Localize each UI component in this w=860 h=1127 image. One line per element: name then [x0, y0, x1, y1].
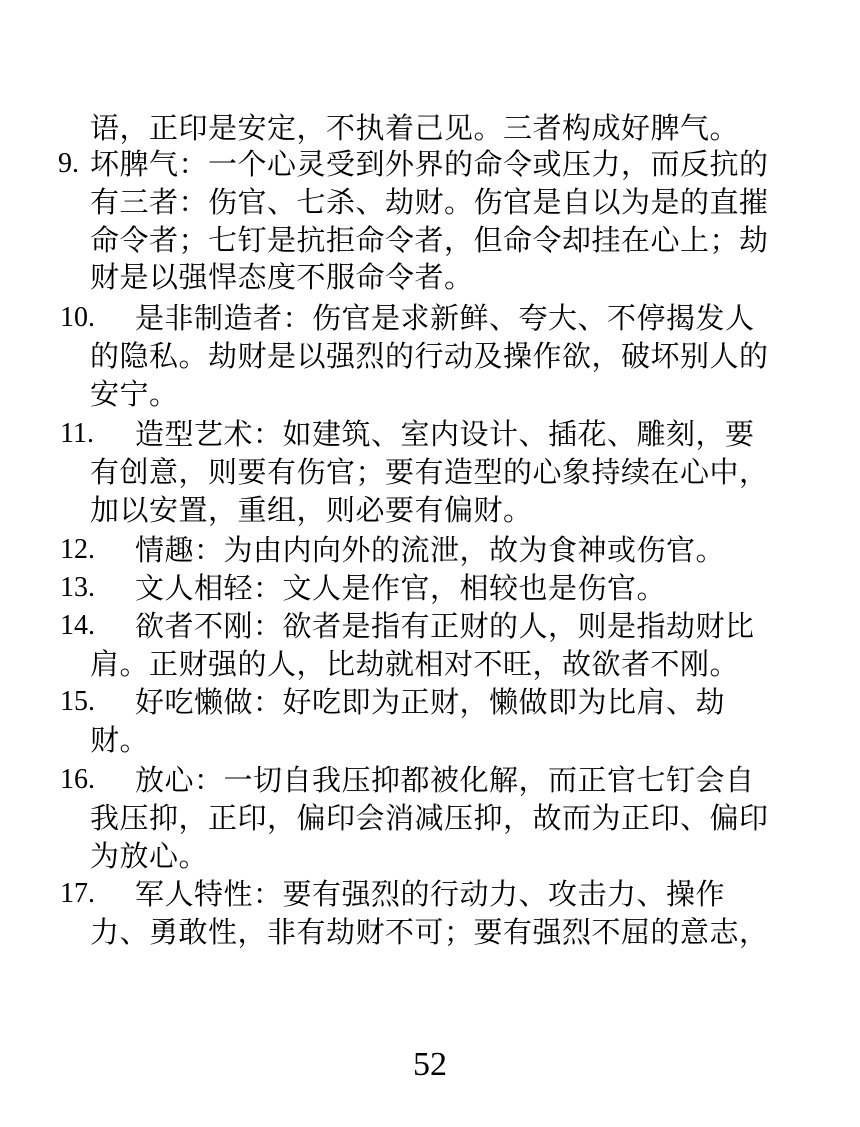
- text-line: 加以安置，重组，则必要有偏财。: [90, 493, 533, 527]
- text-line: 安宁。: [90, 377, 179, 411]
- text-line: 为放心。: [90, 839, 209, 873]
- item-number: 14.: [60, 610, 95, 641]
- item-number: 16.: [60, 764, 95, 795]
- item-number: 10.: [60, 302, 95, 333]
- text-line: 财是以强悍态度不服命令者。: [90, 260, 474, 294]
- text-line: 军人特性：要有强烈的行动力、攻击力、操作: [135, 877, 726, 911]
- text-line: 有三者：伤官、七杀、劫财。伤官是自以为是的直摧: [90, 185, 769, 219]
- text-line: 放心：一切自我压抑都被化解，而正官七钉会自: [135, 763, 755, 797]
- text-line: 好吃懒做：好吃即为正财，懒做即为比肩、劫: [135, 685, 726, 719]
- text-line: 的隐私。劫财是以强烈的行动及操作欲，破坏别人的: [90, 339, 769, 373]
- text-line: 文人相轻：文人是作官，相较也是伤官。: [135, 571, 667, 605]
- text-line: 我压抑，正印，偏印会消减压抑，故而为正印、偏印: [90, 801, 769, 835]
- text-line: 肩。正财强的人，比劫就相对不旺，故欲者不刚。: [90, 647, 740, 681]
- text-line: 命令者；七钉是抗拒命令者，但命令却挂在心上；劫: [90, 223, 769, 257]
- text-line: 情趣：为由内向外的流泄，故为食神或伤官。: [135, 533, 726, 567]
- page-number: 52: [413, 1046, 447, 1083]
- item-number: 9.: [58, 148, 79, 179]
- text-line: 欲者不刚：欲者是指有正财的人，则是指劫财比: [135, 609, 755, 643]
- item-number: 15.: [60, 686, 95, 717]
- text-line: 造型艺术：如建筑、室内设计、插花、雕刻，要: [135, 417, 755, 451]
- text-line: 力、勇敢性，非有劫财不可；要有强烈不屈的意志，: [90, 915, 769, 949]
- item-number: 12.: [60, 534, 95, 565]
- text-line: 是非制造者：伤官是求新鲜、夸大、不停揭发人: [135, 301, 755, 335]
- item-number: 13.: [60, 572, 95, 603]
- text-line: 有创意，则要有伤官；要有造型的心象持续在心中，: [90, 455, 769, 489]
- item-number: 11.: [60, 418, 94, 449]
- text-line: 财。: [90, 723, 150, 757]
- text-line: 坏脾气：一个心灵受到外界的命令或压力，而反抗的: [90, 147, 769, 181]
- item-number: 17.: [60, 878, 95, 909]
- text-line: 语，正印是安定，不执着己见。三者构成好脾气。: [90, 111, 740, 145]
